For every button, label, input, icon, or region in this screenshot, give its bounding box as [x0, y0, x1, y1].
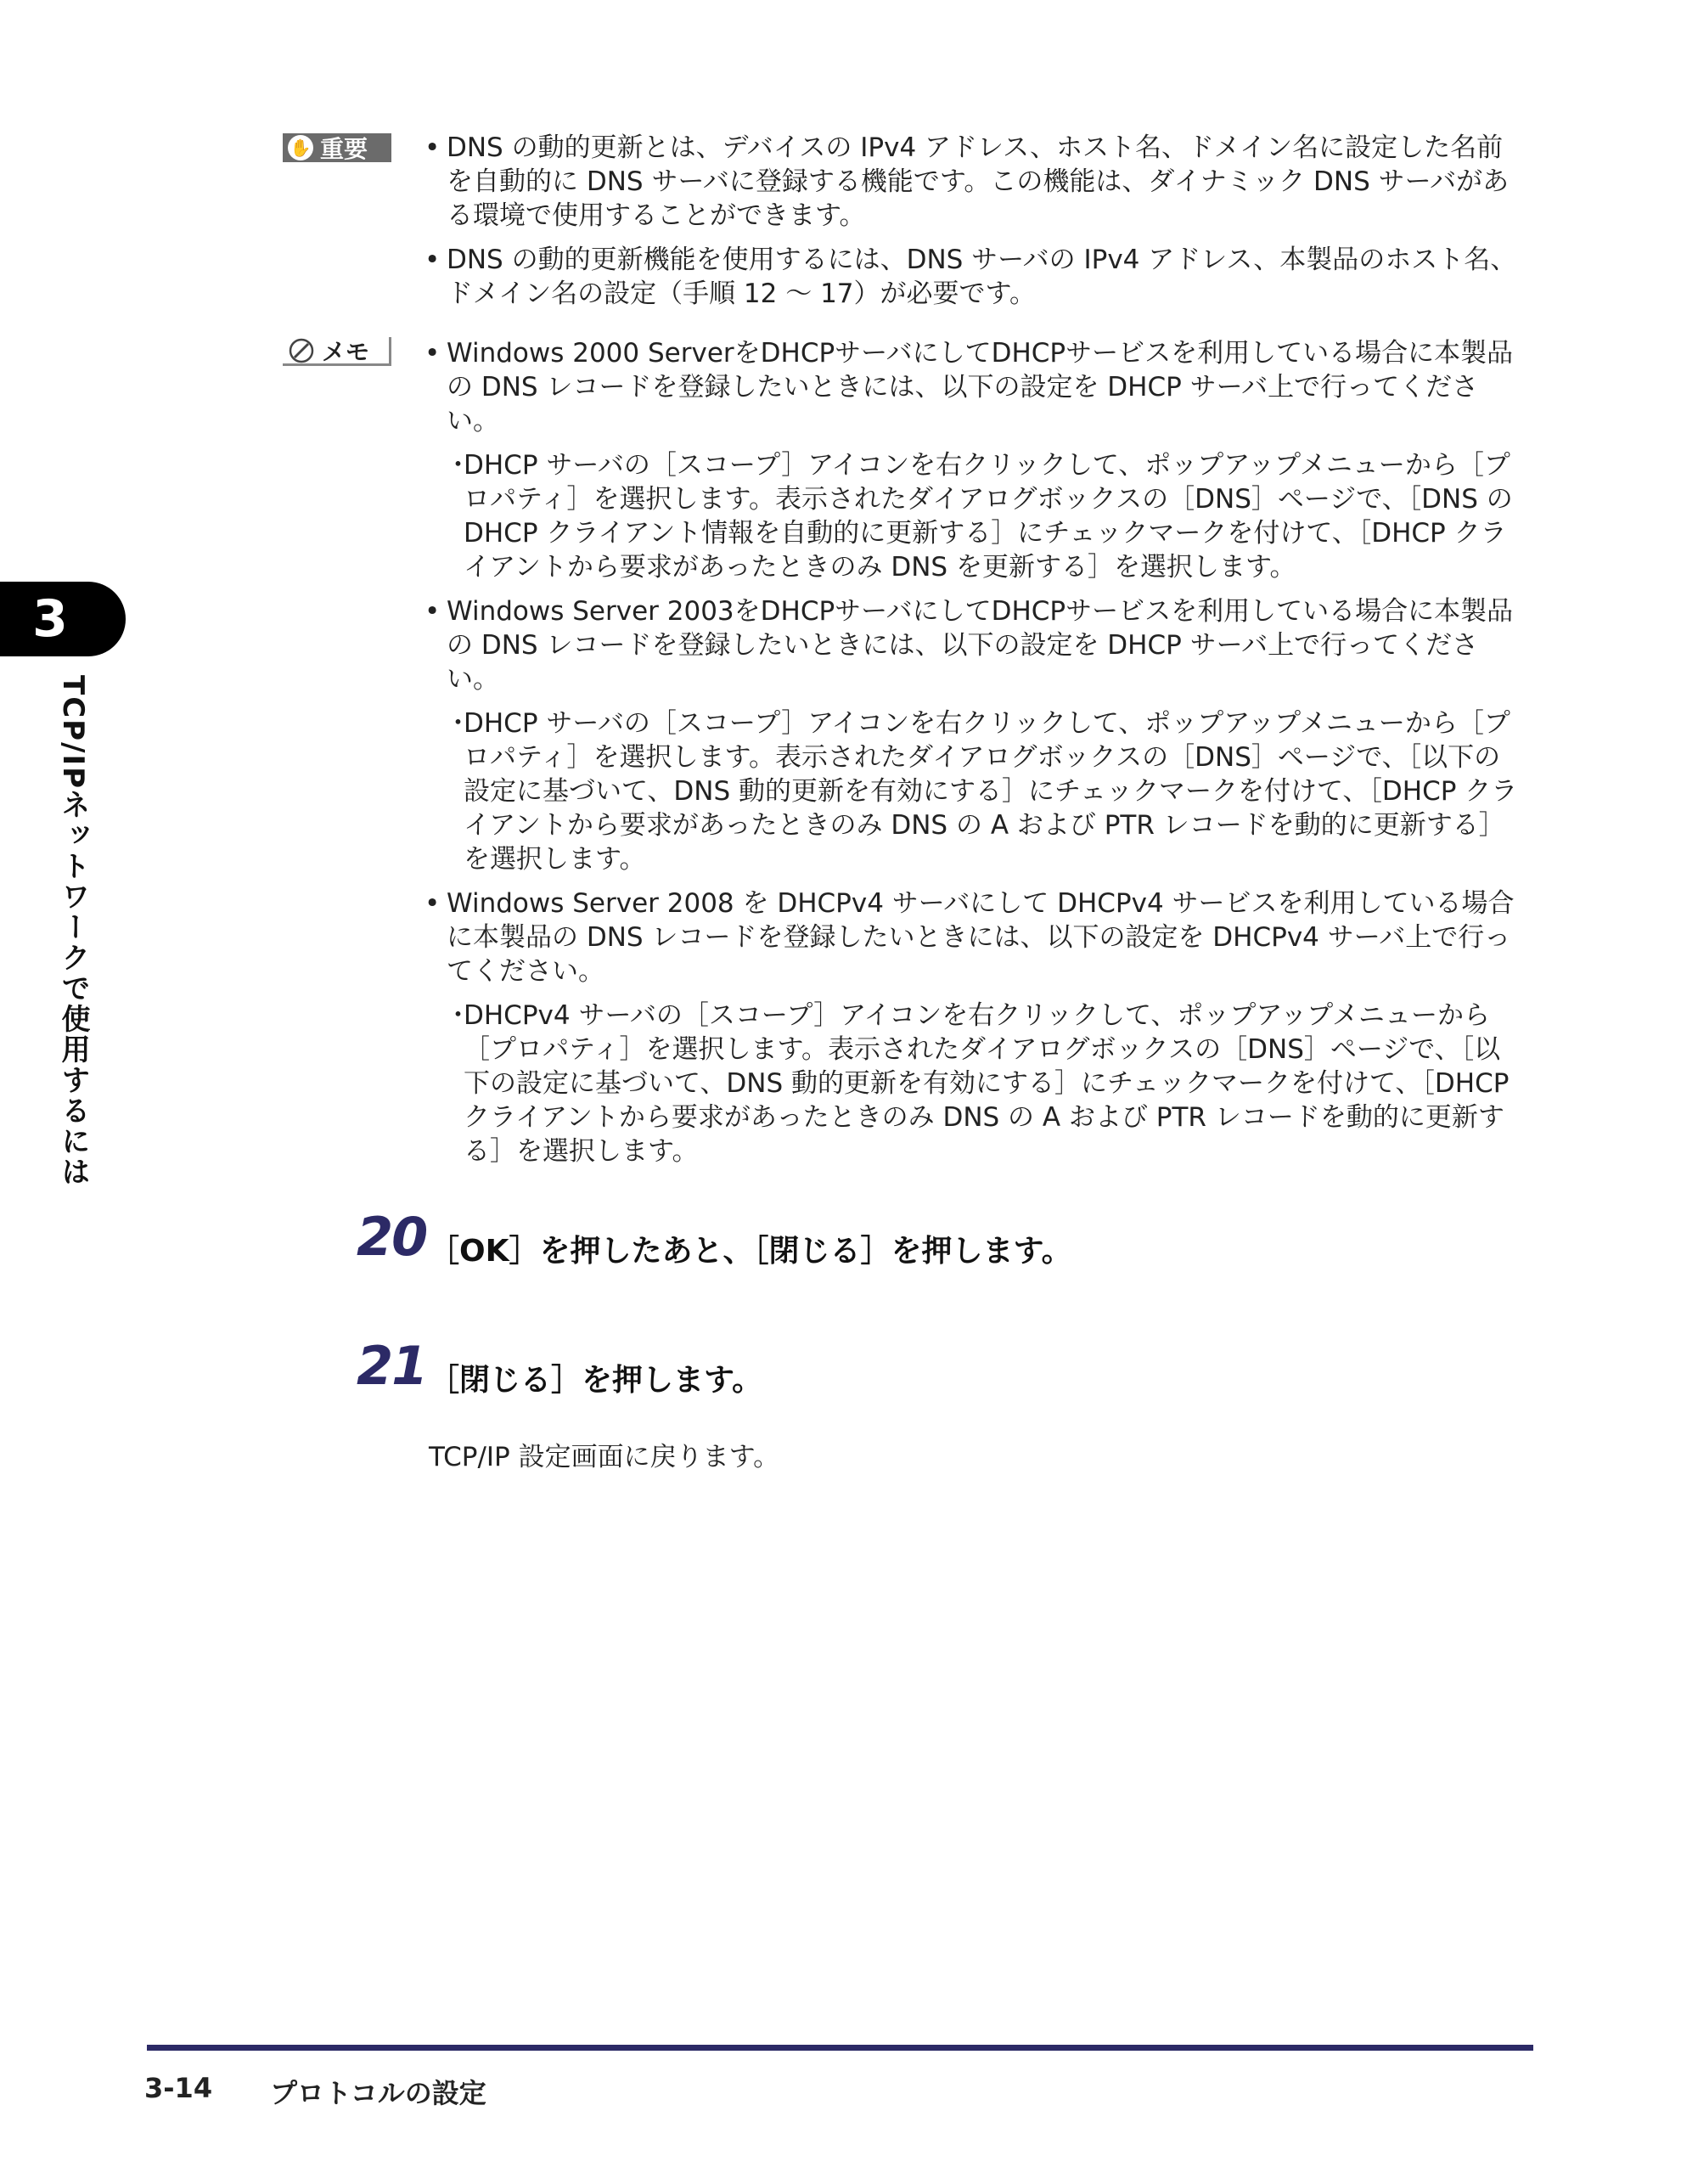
memo-list: [424, 336, 1520, 1179]
memo-subitem-1-text: DHCP サーバの［スコープ］アイコンを右クリックして、ポップアップメニューから［プロパティ］を選択します。表示されたダイアログボックスの［DNS］ページで、［DNS の DHCP クライアント情報を自動的に更新する］にチェックマークを付けて、［DHCP クライアントから要求があったときのみ DNS を更新する］を選択します。: [464, 450, 1513, 583]
step-number-21: 21: [357, 1335, 427, 1397]
memo-label-text: メモ: [322, 337, 370, 366]
important-label: [283, 133, 391, 162]
step-text-20: ［OK］を押したあと、［閉じる］を押します。: [429, 1234, 1072, 1269]
footer-section-name: プロトコルの設定: [270, 2077, 486, 2109]
memo-subitem-2: [424, 706, 1520, 876]
sub-dot: ・: [445, 708, 471, 739]
sub-dot: ・: [445, 1000, 471, 1031]
memo-item-1: • Windows 2000 ServerをDHCPサーバにしてDHCPサービスを利用している場合に本製品の DNS レコードを登録したいときには、以下の設定を DHCP サーバ上で行ってください。: [424, 336, 1520, 438]
step-text-21: ［閉じる］を押します。: [429, 1363, 763, 1398]
memo-subitem-3-text: DHCPv4 サーバの［スコープ］アイコンを右クリックして、ポップアップメニューから［プロパティ］を選択します。表示されたダイアログボックスの［DNS］ページで、［以下の設定に基づいて、DNS 動的更新を有効にする］にチェックマークを付けて、［DHCP クライアントから要求があったときのみ DNS の A および PTR レコードを動的に更新する］を選択します。: [464, 1000, 1510, 1167]
chapter-title: TCP/IPネットワークで使用するには: [56, 675, 90, 1188]
memo-subitem-2-text: DHCP サーバの［スコープ］アイコンを右クリックして、ポップアップメニューから［プロパティ］を選択します。表示されたダイアログボックスの［DNS］ページで、［以下の設定に基づいて、DNS 動的更新を有効にする］にチェックマークを付けて、［DHCP クライアントから要求があったときのみ DNS の A および PTR レコードを動的に更新する］を選択します。: [464, 708, 1518, 875]
footer-rule: [147, 2045, 1533, 2051]
memo-subitem-3: [424, 999, 1520, 1168]
important-label-text: 重要: [320, 135, 368, 163]
important-item-2: • DNS の動的更新機能を使用するには、DNS サーバの IPv4 アドレス、本製品のホスト名、ドメイン名の設定（手順 12 〜 17）が必要です。: [424, 243, 1520, 311]
important-list: [424, 131, 1520, 321]
memo-item-2: • Windows Server 2003をDHCPサーバにしてDHCPサービスを利用している場合に本製品の DNS レコードを登録したいときには、以下の設定を DHCP サーバ上で行ってください。: [424, 594, 1520, 696]
chapter-number: 3: [32, 589, 68, 649]
step-description-21: TCP/IP 設定画面に戻ります。: [429, 1442, 780, 1472]
memo-subitem-1: [424, 448, 1520, 584]
memo-label: [283, 337, 391, 366]
page-number: 3-14: [144, 2072, 213, 2104]
memo-item-3: • Windows Server 2008 を DHCPv4 サーバにして DHCPv4 サービスを利用している場合に本製品の DNS レコードを登録したいときには、以下の設定を DHCPv4 サーバ上で行ってください。: [424, 887, 1520, 988]
important-item-1: • DNS の動的更新とは、デバイスの IPv4 アドレス、ホスト名、ドメイン名に設定した名前を自動的に DNS サーバに登録する機能です。この機能は、ダイナミック DNS サーバがある環境で使用することができます。: [424, 131, 1520, 233]
step-number-20: 20: [357, 1206, 427, 1268]
sub-dot: ・: [445, 450, 471, 481]
pencil-icon: [288, 337, 315, 364]
chapter-tab: [0, 582, 126, 656]
hand-stop-icon: ✋: [288, 135, 313, 160]
